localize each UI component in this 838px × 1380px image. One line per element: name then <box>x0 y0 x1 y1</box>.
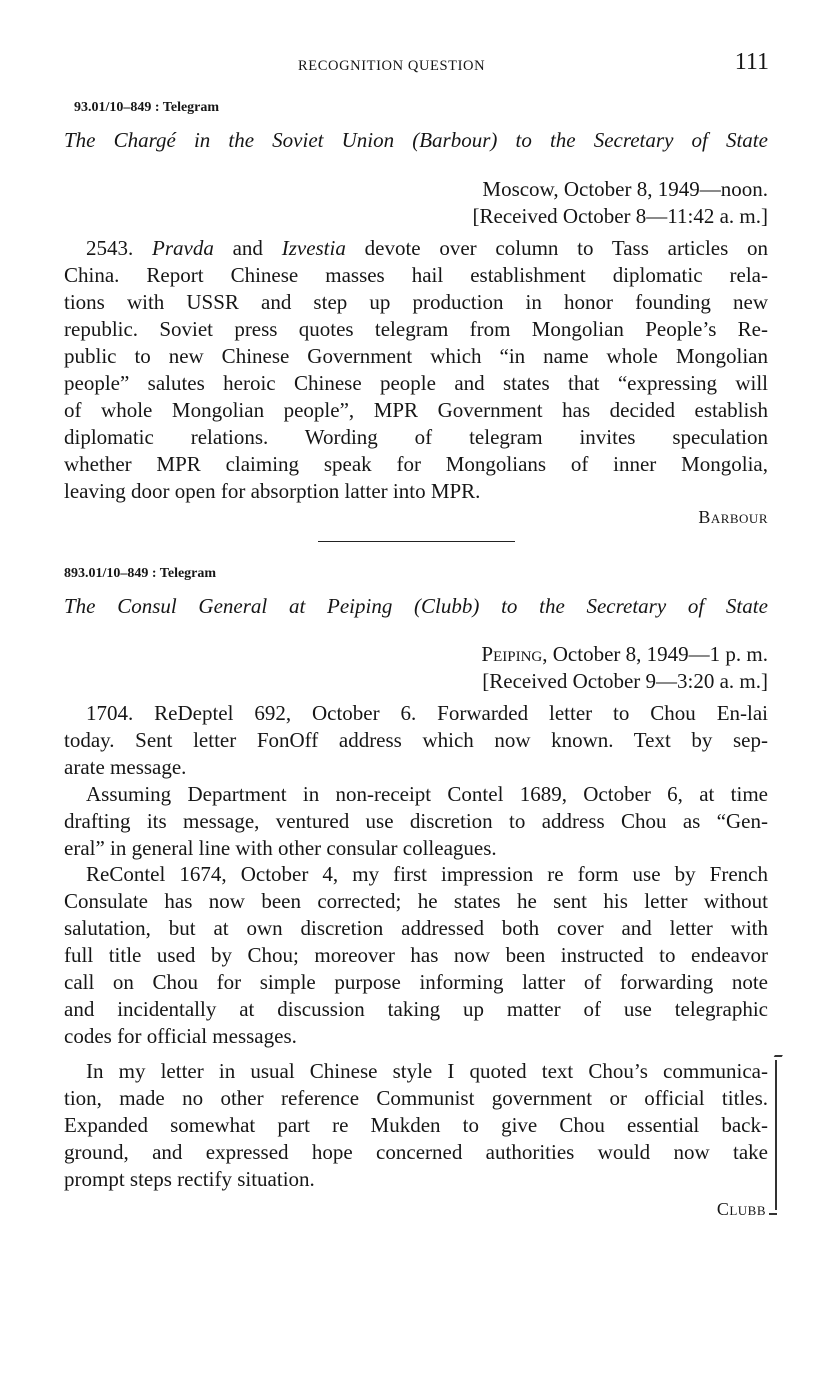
body-line: full title used by Chou; moreover has now been instructed to endeavor <box>64 943 768 967</box>
title-word: to <box>515 128 532 152</box>
body-line: tion, made no other reference Communist government or official titles. <box>64 1086 768 1110</box>
body-line: whether MPR claiming speak for Mongolians of inner Mongolia, <box>64 452 768 476</box>
dateline-2 <box>481 642 768 667</box>
title-word: of <box>691 128 708 152</box>
page-number: 111 <box>734 49 769 75</box>
conjunction: and <box>232 236 263 260</box>
title-word: the <box>539 594 565 618</box>
title-word: State <box>725 594 768 618</box>
signature-1: Barbour <box>698 507 768 527</box>
title-word: Secretary <box>586 594 667 618</box>
body-line: call on Chou for simple purpose informing latter of forwarding note <box>64 970 768 994</box>
title-word: Soviet <box>272 128 324 152</box>
title-word: Peiping <box>327 594 393 618</box>
body-line: codes for official messages. <box>64 1024 297 1048</box>
body-line: today. Sent letter FonOff address which now known. Text by sep- <box>64 728 768 752</box>
body-line: public to new Chinese Government which “in name whole Mongolian <box>64 344 768 368</box>
title-word: (Clubb) <box>414 594 480 618</box>
body-line: 1704. ReDeptel 692, October 6. Forwarded letter to Chou En-lai <box>86 701 768 725</box>
body-line: ground, and expressed hope concerned authorities would now take <box>64 1140 768 1164</box>
body-text: devote over column to Tass articles on <box>364 236 768 260</box>
title-word: to <box>501 594 518 618</box>
title-word: of <box>687 594 705 618</box>
title-word: (Barbour) <box>412 128 498 152</box>
body-line: tions with USSR and step up production in honor founding new <box>64 290 768 314</box>
body-line: arate message. <box>64 755 187 779</box>
body-line: people” salutes heroic Chinese people and states that “expressing will <box>64 371 768 395</box>
title-word: General <box>198 594 268 618</box>
title-word: The <box>64 594 96 618</box>
file-reference-2: 893.01/10–849 : Telegram <box>64 566 217 581</box>
body-line: Consulate has now been corrected; he states he sent his letter without <box>64 889 768 913</box>
title-word: Chargé <box>113 128 176 152</box>
section-divider <box>318 541 515 542</box>
body-line: republic. Soviet press quotes telegram from Mongolian People’s Re- <box>64 317 768 341</box>
body-line-first <box>64 236 768 261</box>
title-word: Consul <box>117 594 177 618</box>
signature-2: Clubb <box>716 1199 766 1219</box>
body-line: and incidentally at discussion taking up matter of use telegraphic <box>64 997 768 1021</box>
body-line: diplomatic relations. Wording of telegram invites speculation <box>64 425 768 449</box>
newspaper-name: Pravda <box>152 236 214 260</box>
newspaper-name: Izvestia <box>281 236 346 260</box>
telegram-number: 2543. <box>86 236 134 260</box>
margin-bracket-bottom <box>769 1205 777 1215</box>
title-word: Union <box>341 128 395 152</box>
running-head: RECOGNITION QUESTION <box>298 58 486 74</box>
title-word: State <box>725 128 768 152</box>
body-line: Expanded somewhat part re Mukden to give Chou essential back- <box>64 1113 768 1137</box>
margin-bracket-top <box>769 1055 783 1065</box>
title-word: the <box>228 128 255 152</box>
body-line: prompt steps rectify situation. <box>64 1167 315 1191</box>
received-line-2: [Received October 9—3:20 a. m.] <box>482 669 768 693</box>
title-word: Secretary <box>593 128 674 152</box>
body-line: Assuming Department in non-receipt Contel 1689, October 6, at time <box>86 782 768 806</box>
body-line: leaving door open for absorption latter into MPR. <box>64 479 481 503</box>
margin-bracket <box>775 1060 777 1210</box>
body-line: China. Report Chinese masses hail establishment diplomatic rela- <box>64 263 768 287</box>
document-title-1 <box>64 128 768 153</box>
title-word: the <box>549 128 576 152</box>
title-word: The <box>64 128 96 152</box>
dateline-date: , October 8, 1949—1 p. m. <box>542 642 768 666</box>
body-line: drafting its message, ventured use discretion to address Chou as “Gen- <box>64 809 768 833</box>
title-word: in <box>193 128 211 152</box>
body-line: of whole Mongolian people”, MPR Government has decided establish <box>64 398 768 422</box>
title-word: at <box>288 594 306 618</box>
received-line-1: [Received October 8—11:42 a. m.] <box>472 204 768 228</box>
body-line: eral” in general line with other consular colleagues. <box>64 836 497 860</box>
dateline-1: Moscow, October 8, 1949—noon. <box>482 177 768 201</box>
body-line: ReContel 1674, October 4, my first impression re form use by French <box>86 862 768 886</box>
body-line: salutation, but at own discretion addressed both cover and letter with <box>64 916 768 940</box>
body-line: In my letter in usual Chinese style I quoted text Chou’s communica- <box>86 1059 768 1083</box>
document-title-2 <box>64 594 768 619</box>
file-reference-1: 93.01/10–849 : Telegram <box>74 100 220 115</box>
dateline-place: Peiping <box>481 642 543 666</box>
